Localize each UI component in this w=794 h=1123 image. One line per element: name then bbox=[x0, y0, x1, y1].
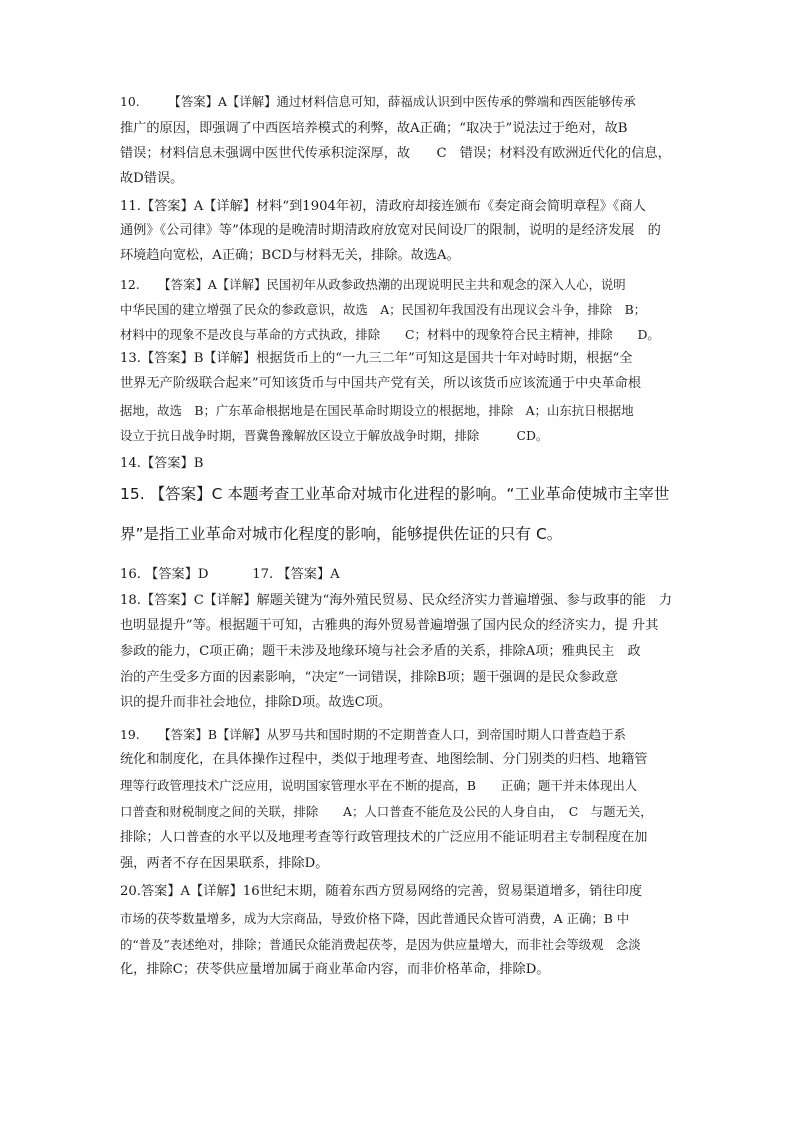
answer-20-line-2: 市场的茯苓数量增多，成为大宗商品，导致价格下降，因此普通民众皆可消费，A 正确；B 中 bbox=[120, 911, 630, 926]
answer-18-line-1: 18.【答案】C【详解】解题关键为“海外殖民贸易、民众经济实力普遍增强、参与政事的能 力 bbox=[120, 593, 673, 608]
answer-10-line-1: 10. 【答案】A【详解】通过材料信息可知，薛福成认识到中医传承的弊端和西医能够传承 bbox=[120, 94, 636, 109]
answer-11-line-3: 环境趋向宽松，A正确；BCD与材料无关，排除。故选A。 bbox=[120, 248, 460, 263]
answer-20-line-3: 的“普及”表述绝对，排除；普通民众能消费起茯苓，是因为供应量增大，而非社会等级观 念淡 bbox=[120, 937, 641, 952]
answer-10-line-4: 故D错误。 bbox=[120, 171, 184, 186]
answer-13-line-1: 13.【答案】B【详解】根据货币上的“一九三二年”可知这是国共十年对峙时期，根据“全 bbox=[120, 351, 633, 366]
answer-18-line-5: 识的提升而非社会地位，排除D项。故选C项。 bbox=[120, 695, 392, 710]
answer-20-line-4: 化，排除C；茯苓供应量增加属于商业革命内容，而非价格革命，排除D。 bbox=[120, 962, 550, 977]
answer-13-line-3: 据地，故选 B；广东革命根据地是在国民革命时期设立的根据地，排除 A；山东抗日根据地 bbox=[120, 403, 634, 418]
answer-11-line-1: 11.【答案】A【详解】材料“到1904年初，清政府却接连颁布《奏定商会简明章程》《商人 bbox=[120, 199, 646, 214]
answer-18-line-4: 治的产生受多方面的因素影响，“决定”一词错误，排除B项；题干强调的是民众参政意 bbox=[120, 670, 618, 685]
answer-15-line-2: 界”是指工业革命对城市化程度的影响，能够提供佐证的只有 C。 bbox=[120, 525, 563, 543]
answer-19-line-6: 强，两者不存在因果联系，排除D。 bbox=[120, 856, 329, 871]
answer-12-line-3: 材料中的现象不是改良与革命的方式执政，排除 C；材料中的现象符合民主精神，排除 D。 bbox=[120, 327, 660, 342]
answer-15-line-1: 15. 【答案】C 本题考查工业革命对城市化进程的影响。“工业革命使城市主宰世 bbox=[120, 485, 670, 503]
answer-10-line-2: 推广的原因，即强调了中西医培养模式的利弊，故A正确；“取决于”说法过于绝对，故B bbox=[120, 121, 628, 136]
answer-13-line-4: 设立于抗日战争时期，晋冀鲁豫解放区设立于解放战争时期，排除 CD。 bbox=[120, 428, 549, 443]
answer-19-line-3: 理等行政管理技术广泛应用，说明国家管理水平在不断的提高，B 正确；题干并未体现出人 bbox=[120, 778, 638, 793]
answer-20-line-1: 20.答案】A【详解】16世纪末期，随着东西方贸易网络的完善，贸易渠道增多，销往印度 bbox=[120, 884, 643, 899]
answer-12-line-2: 中华民国的建立增强了民众的参政意识，故选 A；民国初年我国没有出现议会斗争，排除 B； bbox=[120, 302, 647, 317]
answer-13-line-2: 世界无产阶级联合起来”可知该货币与中国共产党有关，所以该货币应该流通于中央革命根 bbox=[120, 376, 642, 391]
answer-19-line-5: 排除；人口普查的水平以及地理考查等行政管理技术的广泛应用不能证明君主专制程度在加 bbox=[120, 830, 648, 845]
answer-14-line-1: 14.【答案】B bbox=[120, 456, 204, 471]
answer-12-line-1: 12. 【答案】A【详解】民国初年从政参政热潮的出现说明民主共和观念的深入人心，说明 bbox=[120, 277, 626, 292]
answer-18-line-3: 参政的能力，C项正确；题干未涉及地缘环境与社会矛盾的关系，排除A项；雅典民主 政 bbox=[120, 644, 641, 659]
answer-11-line-2: 通例》《公司律》等”体现的是晚清时期清政府放宽对民间设厂的限制，说明的是经济发展 的 bbox=[120, 223, 661, 238]
answer-19-line-1: 19. 【答案】B【详解】从罗马共和国时期的不定期普查人口，到帝国时期人口普查趋于系 bbox=[120, 727, 626, 742]
answer-18-line-2: 也明显提升”等。根据题干可知，古雅典的海外贸易普遍增强了国内民众的经济实力，提 升其 bbox=[120, 618, 659, 633]
answer-10-line-3: 错误；材料信息未强调中医世代传承积淀深厚，故 C 错误；材料没有欧洲近代化的信息， bbox=[120, 146, 671, 161]
answer-19-line-4: 口普查和财税制度之间的关联，排除 A；人口普查不能危及公民的人身自由， C 与题无关， bbox=[120, 804, 653, 819]
answer-16-17-line: 16. 【答案】D 17. 【答案】A bbox=[120, 567, 340, 582]
answer-19-line-2: 统化和制度化，在具体操作过程中，类似于地理考查、地图绘制、分门别类的归档、地籍管 bbox=[120, 752, 648, 767]
